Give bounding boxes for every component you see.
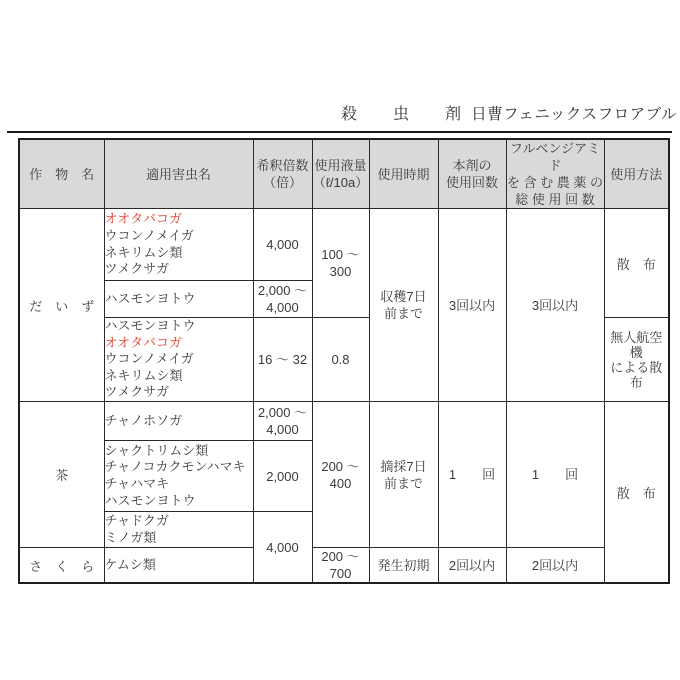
method-cell-daizu-12: 散 布 <box>604 209 669 318</box>
dilution-cell-cha-1 <box>253 402 312 441</box>
header-dilution <box>253 139 312 209</box>
header-dilution-line2: （倍） <box>262 175 302 190</box>
header-uses-this <box>438 139 506 209</box>
volume-line2: 700 <box>329 566 352 581</box>
timing-cell-cha <box>369 402 438 548</box>
pest-cell-sakura <box>104 548 253 584</box>
timing-cell-daizu <box>369 209 438 402</box>
dilution-cell-daizu-1: 4,000 <box>253 209 312 281</box>
volume-line1: 200 ～ <box>321 549 360 564</box>
pest-name: ネキリムシ類 <box>104 367 183 383</box>
table-row-sakura <box>19 548 669 584</box>
pest-cell-cha-3 <box>104 512 253 548</box>
header-uses-total-line2: を 含 む 農 薬 の <box>506 175 604 190</box>
dilution-cell-daizu-2 <box>253 281 312 318</box>
header-method: 使用方法 <box>604 139 669 209</box>
header-timing: 使用時期 <box>369 139 438 209</box>
uses-total-cell-cha: 1 回 <box>506 402 604 548</box>
pest-name: チャドクガ <box>104 512 169 528</box>
timing-line1: 収穫7日 <box>380 289 427 304</box>
header-uses-total-line3: 総 使 用 回 数 <box>515 192 595 207</box>
method-line1: 無人航空機 <box>610 329 663 360</box>
uses-total-cell-daizu: 3回以内 <box>506 209 604 402</box>
header-uses-this-line2: 使用回数 <box>445 175 498 190</box>
pest-cell-cha-2 <box>104 441 253 512</box>
pest-name: ツメクサガ <box>104 384 169 400</box>
header-volume-line1: 使用液量 <box>314 158 367 173</box>
uses-this-cell-daizu: 3回以内 <box>438 209 506 402</box>
volume-line1: 100 ～ <box>321 247 360 262</box>
pest-cell-daizu-1 <box>104 209 253 281</box>
pest-name: ウコンノメイガ <box>104 351 194 367</box>
dilution-cell-cha3-sakura: 4,000 <box>253 512 312 584</box>
timing-line1: 摘採7日 <box>380 458 427 474</box>
product-name-label: 日曹フェニックスフロアブル <box>471 106 677 123</box>
pest-name: ツメクサガ <box>104 261 169 277</box>
crop-cell-cha: 茶 <box>19 402 104 548</box>
pest-name: チャノホソガ <box>104 412 183 428</box>
usage-table <box>18 138 670 584</box>
dilution-line2: 4,000 <box>266 422 299 437</box>
volume-cell-daizu-3: 0.8 <box>312 318 369 402</box>
table-row-cha-1 <box>19 402 669 441</box>
pest-name: ミノガ類 <box>104 529 157 545</box>
uses-total-cell-sakura: 2回以内 <box>506 548 604 584</box>
volume-line2: 300 <box>329 264 352 279</box>
table-row-daizu-1 <box>19 209 669 281</box>
volume-line2: 400 <box>329 475 352 491</box>
pest-name: ハスモンヨトウ <box>104 492 196 508</box>
dilution-cell-daizu-3: 16 ～ 32 <box>253 318 312 402</box>
pest-name: チャハマキ <box>104 476 170 491</box>
pest-cell-daizu-3 <box>104 318 253 402</box>
pest-name: ケムシ類 <box>104 556 156 572</box>
pest-name: オオタバコガ <box>104 334 182 350</box>
volume-cell-daizu-12 <box>312 209 369 318</box>
dilution-line2: 4,000 <box>266 300 299 315</box>
pest-name: ハスモンヨトウ <box>104 318 196 334</box>
header-pest: 適用害虫名 <box>104 139 253 209</box>
page-title <box>341 101 677 124</box>
pest-name: シャクトリムシ類 <box>104 442 209 458</box>
dilution-line1: 2,000 ～ <box>257 405 308 420</box>
pest-name: ウコンノメイガ <box>104 227 194 243</box>
method-cell-daizu-3 <box>604 318 669 402</box>
pest-cell-daizu-2 <box>104 281 253 318</box>
header-uses-total-line1: フルベンジアミド <box>509 141 601 173</box>
volume-line1: 200 ～ <box>321 458 360 474</box>
divider-rule <box>7 131 672 133</box>
timing-cell-sakura: 発生初期 <box>369 548 438 584</box>
volume-cell-cha <box>312 402 369 548</box>
crop-cell-sakura: さ く ら <box>19 548 104 584</box>
method-line2: による散布 <box>610 359 663 390</box>
header-uses-total <box>506 139 604 209</box>
pest-name: ハスモンヨトウ <box>104 290 196 306</box>
header-dilution-line1: 希釈倍数 <box>256 158 309 173</box>
header-volume-line2: （ℓ/10a） <box>312 175 369 190</box>
dilution-cell-cha-2: 2,000 <box>253 441 312 512</box>
method-cell-cha-sakura: 散 布 <box>604 402 669 584</box>
product-category-label: 殺 虫 剤 <box>341 106 472 123</box>
timing-line2: 前まで <box>383 306 423 321</box>
header-volume <box>312 139 369 209</box>
pest-name: チャノコカクモンハマキ <box>104 459 246 475</box>
header-crop: 作 物 名 <box>19 139 104 209</box>
uses-this-cell-cha: 1 回 <box>438 402 506 548</box>
timing-line2: 前まで <box>383 475 423 491</box>
header-uses-this-line1: 本剤の <box>452 158 492 173</box>
pest-name: ネキリムシ類 <box>104 244 183 260</box>
pest-cell-cha-1 <box>104 402 253 441</box>
pest-name: オオタバコガ <box>104 211 182 227</box>
crop-cell-daizu: だ い ず <box>19 209 104 402</box>
uses-this-cell-sakura: 2回以内 <box>438 548 506 584</box>
header-row <box>19 139 669 209</box>
dilution-line1: 2,000 ～ <box>257 283 308 298</box>
volume-cell-sakura <box>312 548 369 584</box>
